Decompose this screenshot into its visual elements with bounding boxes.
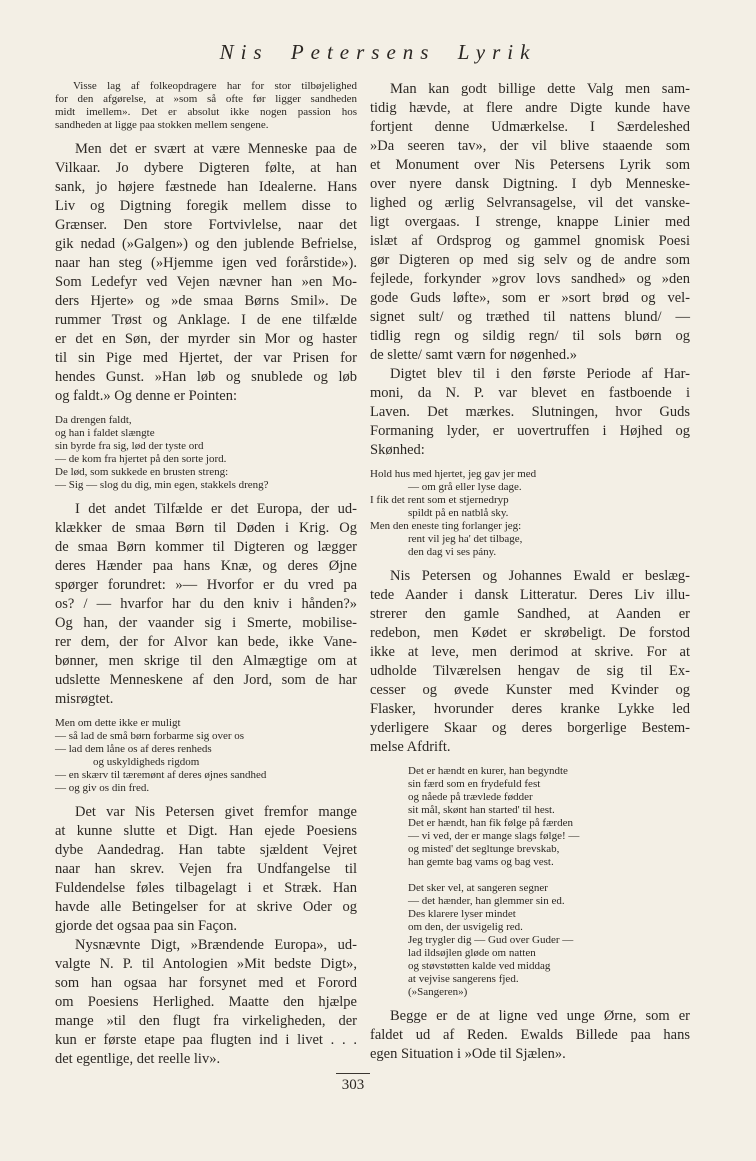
epigraph-note — [55, 80, 357, 132]
text-line: egen Situation i »Ode til Sjælen». — [370, 1046, 566, 1062]
text-line: moni, da N. P. var blevet en fastboende i — [370, 385, 690, 401]
text-line: melse Afdrift. — [370, 739, 451, 755]
text-line: er det en Søn, der myrder sin Mor og haster — [55, 331, 357, 347]
text-line — [408, 869, 690, 882]
text-line: naar han steg (»Hjemme igen ved forårstide»). — [55, 255, 357, 271]
text-line: havde alle Betingelser for at skrive Oder og — [55, 899, 357, 915]
text-line: Liv og Digtning foregik mellem disse to — [55, 198, 357, 214]
text-line: og støvstøtten kalde ved middag — [408, 960, 551, 972]
text-line: om den, der usvigelig red. — [408, 921, 523, 933]
text-line: over nyere dansk Digtning. I dyb Menneske- — [370, 176, 690, 192]
text-line: sit mål, skønt han started' til hest. — [408, 804, 555, 816]
text-line: lighed og ærlig Selvransagelse, vil det vanske- — [370, 195, 690, 211]
text-line: Begge er de at ligne ved unge Ørne, som er — [390, 1008, 690, 1024]
page-number-rule — [336, 1073, 370, 1074]
text-line: valgte N. P. til Antologien »Mit bedste Digt», — [55, 956, 357, 972]
text-line: yderligere Skaar og deres borgerlige Bestem- — [370, 720, 690, 736]
text-line: et Monument over Nis Petersens Lyrik som — [370, 157, 690, 173]
text-line: strerer den gamle Sandhed, at Aanden er — [370, 606, 690, 622]
text-line: kun er første etape paa flugten ind i livet . . . — [55, 1032, 357, 1048]
text-line: Nis Petersen og Johannes Ewald er beslæg- — [390, 568, 690, 584]
text-line: midt imellem». Det er absolut ikke nogen passion hos — [55, 106, 357, 118]
text-line: om Poesiens Herlighed. Maatte den hjælpe — [55, 994, 357, 1010]
text-line: og misted' det segltunge brevskab, — [408, 843, 560, 855]
text-line: tidlig regn og sildig regn/ til sols børn og — [370, 328, 690, 344]
running-title: Nis Petersens Lyrik — [219, 40, 537, 64]
paragraph — [55, 140, 357, 406]
text-line: »Da seeren tav», der vil blive staaende som — [370, 138, 690, 154]
text-line: dybe Aandedrag. Han tabte sjældent Vejret — [55, 842, 357, 858]
text-line: som han ogsaa har forsynet med et Forord — [55, 975, 357, 991]
text-line: — om grå eller lyse dage. — [408, 481, 522, 493]
text-line: Det er hændt en kurer, han begyndte — [408, 765, 568, 777]
text-line: rummer Trøst og Anklage. I de ene tilfælde — [55, 312, 357, 328]
text-line: ders Hjerte» og »de smaa Børns Smil». De — [55, 293, 357, 309]
page-number: 303 — [341, 1077, 365, 1093]
poem-quote — [370, 765, 690, 999]
text-line: rent vil jeg ha' det tilbage, — [408, 533, 523, 545]
text-line: gode Guds løfte», som er »sort brød og vel- — [370, 290, 690, 306]
text-line: tede Aander i dansk Litteratur. Deres Liv illu- — [370, 587, 690, 603]
poem-quote — [370, 468, 690, 559]
text-line: Men det er svært at være Menneske paa de — [75, 141, 357, 157]
text-line: og nåede på trævlede fødder — [408, 791, 533, 803]
text-line: mange »til den flugt fra virkeligheden, der — [55, 1013, 357, 1029]
text-line: for den afgørelse, at »som så ofte før ligger sandheden — [55, 93, 357, 105]
text-line: naar han skrev. Vejen fra Undfangelse til — [55, 861, 357, 877]
paragraph — [370, 1007, 690, 1064]
text-line: Jeg trygler dig — Gud over Guder — — [408, 934, 574, 946]
text-line: signet sult/ og træthed til nattens blund/ — — [370, 309, 690, 325]
text-line: fortjent denne Udmærkelse. I Særdeleshed — [370, 119, 690, 135]
text-line: Men den eneste ting forlanger jeg: — [370, 520, 522, 532]
text-line: Men om dette ikke er muligt — [55, 717, 181, 729]
text-line: cesser og øvede Kunster med Kvinder og — [370, 682, 690, 698]
text-line: Det var Nis Petersen givet fremfor mange — [75, 804, 357, 820]
poem-quote — [55, 717, 357, 795]
text-line: — og giv os din fred. — [55, 782, 150, 794]
paragraph — [370, 365, 690, 460]
text-line: gør Digteren op med sig selv og de andre som — [370, 252, 690, 268]
text-line: Det sker vel, at sangeren segner — [408, 882, 548, 894]
text-line: Og han, der vaander sig i Smerte, mobilise- — [55, 615, 357, 631]
text-line: de smaa Børn kommer til Digteren og lægger — [55, 539, 357, 555]
text-line: — vi ved, der er mange slags følge! — — [408, 830, 580, 842]
paragraph — [55, 500, 357, 709]
paragraph — [55, 803, 357, 936]
text-line: spildt på en natblå sky. — [408, 507, 509, 519]
text-line: sank, jo højere fæstnede han Idealerne. Hans — [55, 179, 357, 195]
text-line: os? / — hvarfor har du den kniv i hånden?» — [55, 596, 357, 612]
text-line: — en skærv til tæremønt af deres øjnes sandhed — [55, 769, 267, 781]
paragraph — [370, 80, 690, 365]
text-line: Hold hus med hjertet, jeg gav jer med — [370, 468, 537, 480]
text-line: gik nedad (»Galgen») og den jublende Befrielse, — [55, 236, 357, 252]
text-line: det egentlige, det reelle liv». — [55, 1051, 221, 1067]
text-line: sandheden at ligge paa stokken mellem sengene. — [55, 119, 269, 131]
text-line: og han i faldet slængte — [55, 427, 155, 439]
text-line: Des klarere lyser mindet — [408, 908, 516, 920]
text-line: Det er hændt, han fik følge på færden — [408, 817, 573, 829]
text-line: tidig hævde, at flere andre Digte kunde have — [370, 100, 690, 116]
text-line: udholde Tilværelsen hengav de sig til Ex- — [370, 663, 690, 679]
text-line: fejlede, forkynder »grov lovs sandhed» og »den — [370, 271, 690, 287]
text-line: — de kom fra hjertet på den sorte jord. — [55, 453, 227, 465]
right-column — [370, 80, 690, 1072]
text-line: udslette Menneskene af den Jord, som de har — [55, 672, 357, 688]
text-line: — så lad de små børn forbarme sig over os — [55, 730, 245, 742]
text-line: lad ildsøjlen gløde om natten — [408, 947, 536, 959]
poem-quote — [55, 414, 357, 492]
text-line: deres Hænder paa hans Knæ, og deres Øjne — [55, 558, 357, 574]
text-line: hendes Gunst. »Han løb og snublede og løb — [55, 369, 357, 385]
text-line: ikke at leve, men derimod at skrive. For at — [370, 644, 690, 660]
text-line: Fuldendelse føles tilbagelagt i et Stræk. Han — [55, 880, 357, 896]
text-line: klækker de smaa Børn til Døden i Krig. Og — [55, 520, 357, 536]
text-line: sin færd som en frydefuld fest — [408, 778, 541, 790]
text-line: misrøgtet. — [55, 691, 114, 707]
text-line: Grænser. Den store Fortvivlelse, naar det — [55, 217, 357, 233]
paragraph — [55, 936, 357, 1069]
text-line: I fik det rent som et stjernedryp — [370, 494, 509, 506]
left-column — [55, 80, 357, 1077]
text-line: Flasker, hvorunder deres kranke Lykke led — [370, 701, 690, 717]
text-line: islæt af Ordsprog og gammel gnomisk Poesi — [370, 233, 690, 249]
text-line: — Sig — slog du dig, min egen, stakkels dreng? — [55, 479, 269, 491]
text-line: Skønhed: — [370, 442, 425, 458]
text-line: — det hænder, han glemmer sin ed. — [408, 895, 565, 907]
text-line: og uskyldigheds rigdom — [93, 756, 200, 768]
text-line: Vilkaar. Jo dybere Digteren følte, at han — [55, 160, 357, 176]
text-line: at kunne slutte et Digt. Han ejede Poesiens — [55, 823, 357, 839]
text-line: rer dem, der for Alvor kan bede, ikke Vane- — [55, 634, 357, 650]
text-line: spørger forundret: »— Hvorfor er du vred pa — [55, 577, 357, 593]
text-line: Nysnævnte Digt, »Brændende Europa», ud- — [75, 937, 357, 953]
paragraph — [370, 567, 690, 757]
text-line: Visse lag af folkeopdragere har for stor tilbøjelighed — [73, 80, 357, 92]
text-line: De lød, som sukkede en brusten streng: — [55, 466, 229, 478]
text-line: den dag vi ses pány. — [408, 546, 497, 558]
text-line: Som Ledefyr ved Vejen nævner han »en Mo- — [55, 274, 357, 290]
text-line: Man kan godt billige dette Valg men sam- — [390, 81, 690, 97]
text-line: Digtet blev til i den første Periode af Har- — [390, 366, 690, 382]
text-line: — lad dem låne os af deres renheds — [55, 743, 212, 755]
text-line: ligt overgaas. I strenge, knappe Linier med — [370, 214, 690, 230]
text-line: gjorde det ogsaa paa sin Façon. — [55, 918, 238, 934]
text-line: faldet ud af Reden. Ewalds Billede paa hans — [370, 1027, 690, 1043]
text-line: Da drengen faldt, — [55, 414, 132, 426]
text-line: sin byrde fra sig, lød der tyste ord — [55, 440, 204, 452]
poem-attribution: (»Sangeren») — [408, 986, 468, 998]
text-line: Laven. Det mærkes. Slutningen, hvor Guds — [370, 404, 690, 420]
text-line: til sin Pige med Hjertet, der var Prisen for — [55, 350, 357, 366]
text-line: redebon, men Kødet er skrøbeligt. De forstod — [370, 625, 690, 641]
text-line: Formaning lyder, er uovertruffen i Højhed og — [370, 423, 690, 439]
text-line: og faldt.» Og denne er Pointen: — [55, 388, 238, 404]
text-line: bønner, men skrige til den Almægtige om at — [55, 653, 357, 669]
text-line: at vejvise sangerens fjed. — [408, 973, 519, 985]
text-line: han gemte bag vams og bag vest. — [408, 856, 554, 868]
text-line: de slette/ samt værn for nøgenhed.» — [370, 347, 577, 363]
text-line: I det andet Tilfælde er det Europa, der ud- — [75, 501, 357, 517]
